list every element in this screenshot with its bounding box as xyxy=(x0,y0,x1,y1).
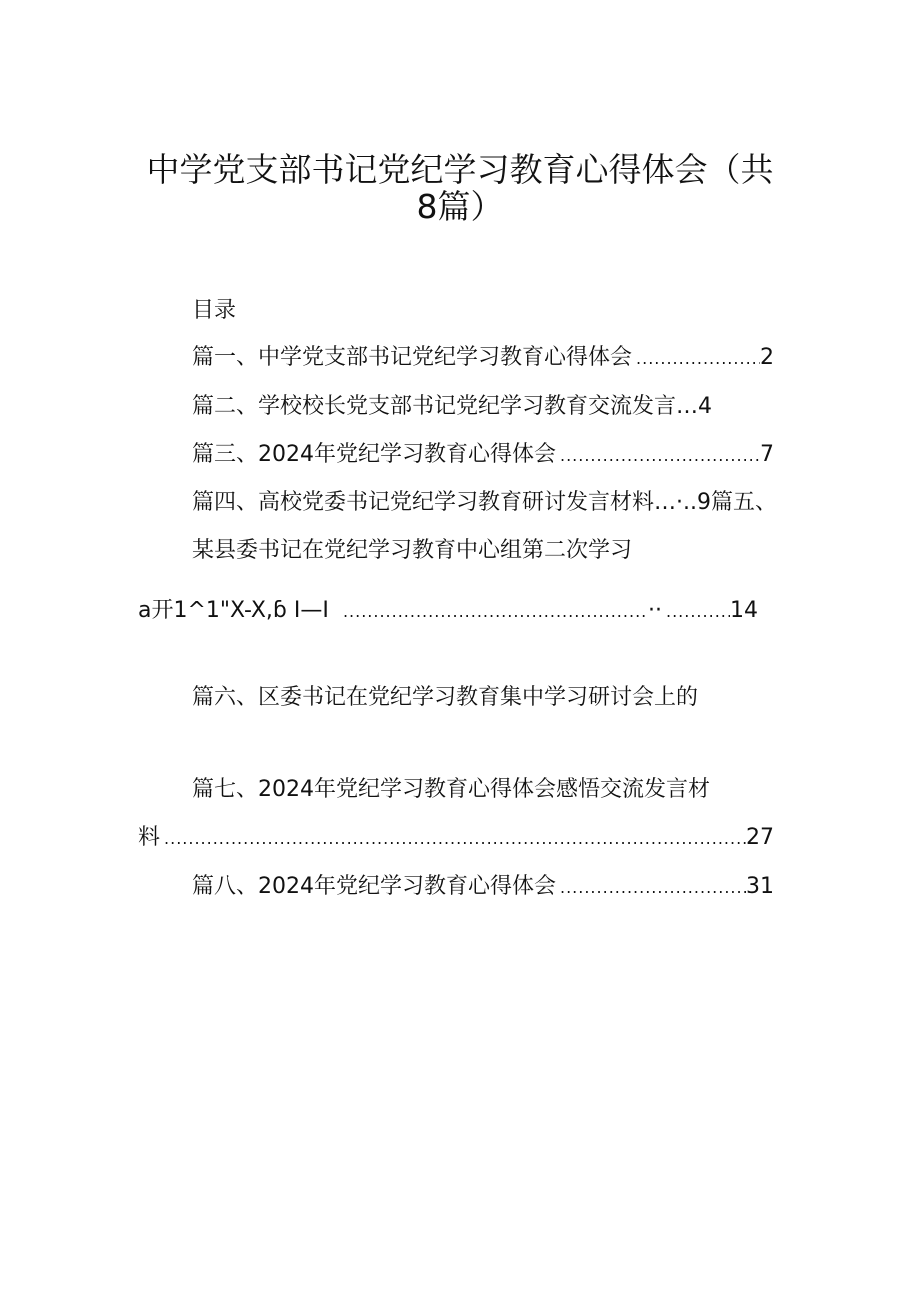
toc-entry-text: 某县委书记在党纪学习教育中心组第二次学习 xyxy=(192,538,633,563)
toc-entry-text: 料 xyxy=(138,825,161,850)
toc-entry-text: a开1^1"X-X,ɓ I—I xyxy=(138,598,329,623)
toc-entry-5-line-2[interactable] xyxy=(138,596,758,627)
toc-entry-text: 篇二、学校校长党支部书记党纪学习教育交流发言…4 xyxy=(192,394,712,419)
toc-leader-dots xyxy=(556,873,746,903)
toc-entry-1[interactable] xyxy=(192,343,774,374)
toc-leader-dots xyxy=(160,824,746,854)
toc-page-number: 31 xyxy=(746,874,774,899)
document-title-line-2: 8篇） xyxy=(416,187,504,226)
toc-leader-dots xyxy=(662,597,730,627)
toc-entry-4[interactable] xyxy=(192,488,777,518)
toc-leader-dots xyxy=(556,441,760,471)
toc-entry-text: 篇四、高校党委书记党纪学习教育研讨发言材料…·..9篇五、 xyxy=(192,490,777,515)
toc-trail-marks: ·· xyxy=(648,598,662,623)
document-title-line-1: 中学党支部书记党纪学习教育心得体会（共 xyxy=(146,150,774,189)
toc-entry-2[interactable] xyxy=(192,392,712,422)
toc-page-number: 2 xyxy=(760,345,774,370)
toc-page-number: 7 xyxy=(760,442,774,467)
toc-entry-8[interactable] xyxy=(192,872,774,903)
toc-entry-6[interactable] xyxy=(192,683,698,713)
toc-heading: 目录 xyxy=(192,298,237,323)
toc-leader-dots xyxy=(632,344,760,374)
toc-entry-7-line-1[interactable] xyxy=(192,775,710,805)
toc-entry-5-line-1[interactable] xyxy=(192,536,632,566)
toc-page-number: 14 xyxy=(730,598,758,623)
toc-entry-text: 篇六、区委书记在党纪学习教育集中学习研讨会上的 xyxy=(192,685,699,710)
toc-entry-text: 篇七、2024年党纪学习教育心得体会感悟交流发言材 xyxy=(192,777,710,802)
toc-entry-7-line-2[interactable] xyxy=(138,823,774,854)
toc-entry-3[interactable] xyxy=(192,440,774,471)
toc-entry-text: 篇八、2024年党纪学习教育心得体会 xyxy=(192,874,556,899)
toc-leader-dots xyxy=(339,597,648,627)
toc-entry-text: 篇一、中学党支部书记党纪学习教育心得体会 xyxy=(192,345,633,370)
toc-entry-text: 篇三、2024年党纪学习教育心得体会 xyxy=(192,442,556,467)
toc-page-number: 27 xyxy=(746,825,774,850)
